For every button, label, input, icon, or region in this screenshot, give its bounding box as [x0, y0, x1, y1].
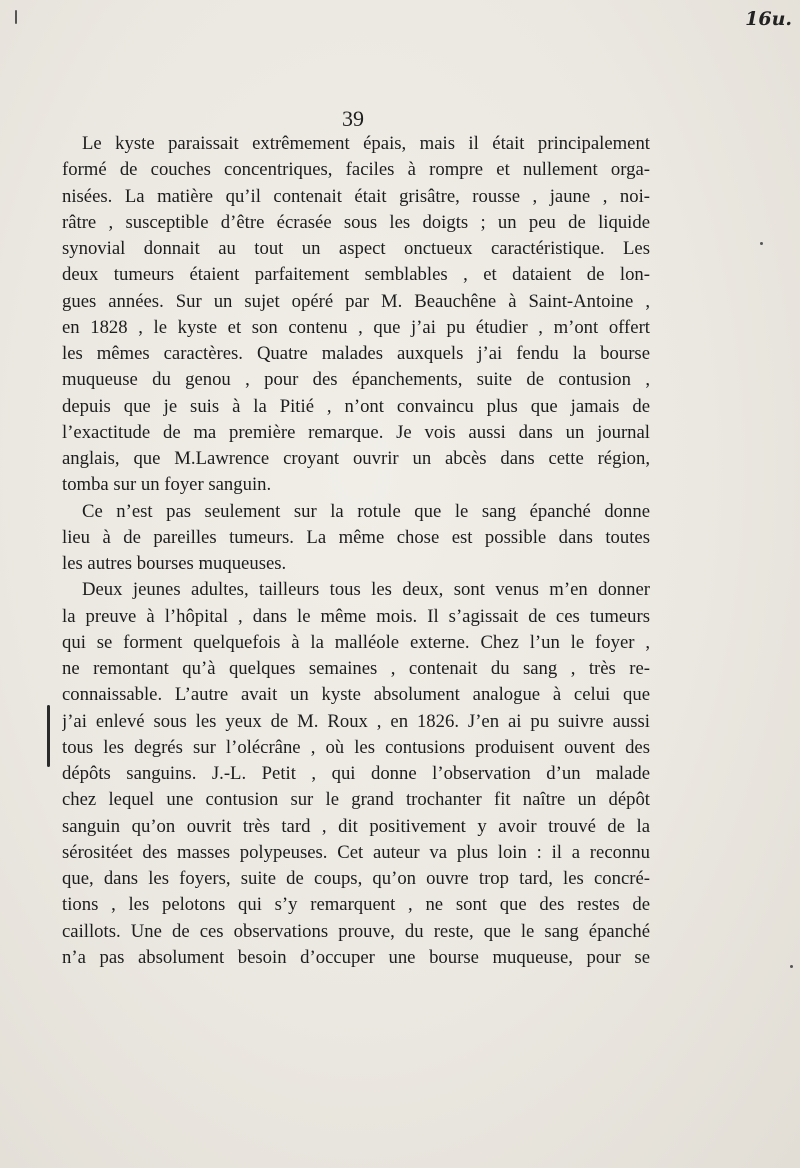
text-line: n’a pas absolument besoin d’occuper une bourse muqueuse, pour se — [62, 946, 650, 968]
page-number: 39 — [342, 106, 364, 131]
text-line: sanguin qu’on ouvrit très tard , dit positivement y avoir trouvé de la — [62, 815, 650, 837]
text-line: lieu à de pareilles tumeurs. La même chose est possible dans toutes — [62, 526, 650, 548]
text-line: dépôts sanguins. J.-L. Petit , qui donne l’observation d’un malade — [62, 763, 650, 784]
text-line: que, dans les foyers, suite de coups, qu’on ouvre trop tard, les concré- — [62, 868, 650, 889]
margin-speck — [760, 242, 763, 245]
text-line: caillots. Une de ces observations prouve, du reste, que le sang épanché — [62, 920, 650, 942]
text-line: j’ai enlevé sous les yeux de M. Roux , en 1826. J’en ai pu suivre aussi — [62, 710, 650, 732]
text-line: synovial donnait au tout un aspect onctueux caractéristique. Les — [62, 238, 650, 259]
text-line: muqueuse du genou , pour des épanchements, suite de contusion , — [62, 369, 650, 391]
text-line: anglais, que M.Lawrence croyant ouvrir un abcès dans cette région, — [62, 448, 650, 469]
margin-mark — [47, 705, 50, 767]
text-line: tions , les pelotons qui s’y remarquent , ne sont que des restes de — [62, 894, 650, 916]
text-line: les autres bourses muqueuses. — [62, 553, 287, 574]
text-line: râtre , susceptible d’être écrasée sous les doigts ; un peu de liquide — [62, 211, 650, 233]
text-line: qui se forment quelquefois à la malléole externe. Chez l’un le foyer , — [62, 631, 650, 653]
text-line: Deux jeunes adultes, tailleurs tous les deux, sont venus m’en donner — [82, 579, 650, 601]
body-text — [62, 131, 650, 971]
corner-annotation: 16u. — [745, 8, 792, 30]
text-line: en 1828 , le kyste et son contenu , que j’ai pu étudier , m’ont offert — [62, 316, 650, 338]
text-line: l’exactitude de ma première remarque. Je vois aussi dans un journal — [62, 421, 650, 443]
text-line: ne remontant qu’à quelques semaines , contenait du sang , très re- — [62, 658, 650, 679]
text-line: chez lequel une contusion sur le grand trochanter fit naître un dépôt — [62, 789, 650, 811]
text-line: Le kyste paraissait extrêmement épais, mais il était principalement — [82, 133, 650, 154]
text-line: nisées. La matière qu’il contenait était grisâtre, rousse , jaune , noi- — [62, 185, 650, 207]
margin-speck — [15, 10, 17, 24]
text-line: tomba sur un foyer sanguin. — [62, 474, 272, 496]
text-line: tous les degrés sur l’olécrâne , où les contusions produisent ouvent des — [62, 736, 650, 758]
text-line: deux tumeurs étaient parfaitement semblables , et dataient de lon- — [62, 264, 650, 286]
text-line: sérositéet des masses polypeuses. Cet auteur va plus loin : il a reconnu — [62, 841, 650, 863]
text-line: connaissable. L’autre avait un kyste absolument analogue à celui que — [62, 684, 650, 706]
text-line: depuis que je suis à la Pitié , n’ont convaincu plus que jamais de — [62, 395, 650, 417]
text-line: la preuve à l’hôpital , dans le même mois. Il s’agissait de ces tumeurs — [62, 605, 650, 627]
text-line: gues années. Sur un sujet opéré par M. Beauchêne à Saint-Antoine , — [62, 290, 650, 312]
margin-speck — [790, 965, 793, 968]
text-line: les mêmes caractères. Quatre malades auxquels j’ai fendu la bourse — [62, 343, 650, 364]
text-line: formé de couches concentriques, faciles à rompre et nullement orga- — [62, 159, 650, 181]
text-line: Ce n’est pas seulement sur la rotule que le sang épanché donne — [82, 500, 650, 522]
